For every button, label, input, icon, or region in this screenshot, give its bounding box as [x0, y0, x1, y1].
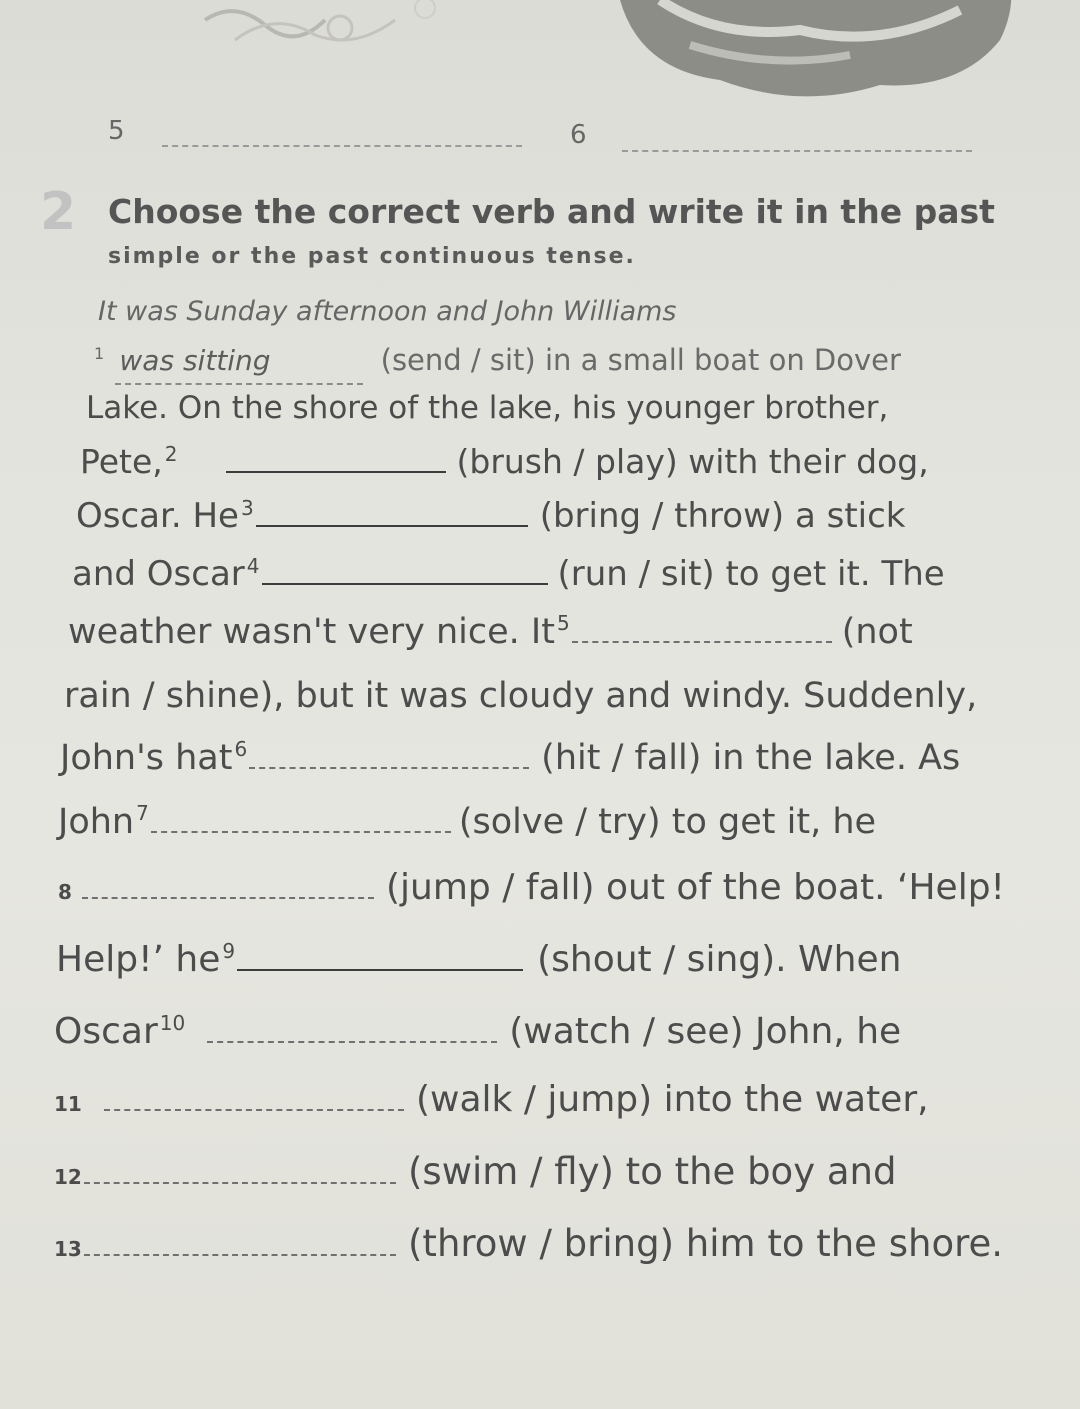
item-number: 1	[94, 344, 105, 364]
answer-blank-4[interactable]	[262, 557, 548, 585]
exercise-instruction: Choose the correct verb and write it in the past	[108, 192, 995, 231]
answer-blank-2[interactable]	[226, 445, 446, 473]
item-number: 6	[234, 737, 248, 762]
verb-choice: (brush / play) with their dog,	[456, 442, 929, 481]
item-number: 8	[58, 880, 72, 904]
story-line	[54, 1150, 896, 1199]
story-line	[72, 552, 945, 596]
story-intro: It was Sunday afternoon and John Williams	[98, 296, 677, 327]
item-number: 4	[246, 553, 260, 578]
story-text: weather wasn't very nice. It	[68, 612, 555, 652]
verb-choice: (swim / fly) to the boy and	[408, 1150, 897, 1193]
answer-blank-5[interactable]	[572, 615, 832, 643]
answer-blank-7[interactable]	[151, 805, 451, 833]
answer-blank-13[interactable]	[84, 1228, 396, 1256]
verb-choice: (jump / fall) out of the boat. ‘Help!	[386, 867, 1005, 908]
story-line	[58, 866, 1005, 914]
verb-choice: (send / sit) in a small boat on Dover	[380, 343, 901, 377]
verb-choice: (solve / try) to get it, he	[458, 802, 877, 842]
item-number: 7	[136, 801, 149, 826]
story-text: Help!’ he	[56, 939, 221, 980]
story-line	[58, 800, 876, 844]
answer-blank-12[interactable]	[84, 1156, 396, 1184]
item-number: 13	[54, 1237, 82, 1261]
verb-choice: (not	[841, 612, 913, 652]
decorative-cloud-illustration	[600, 0, 1020, 110]
answer-example: was sitting	[115, 339, 363, 385]
story-text: John	[58, 802, 135, 842]
story-text: Pete,	[80, 442, 163, 481]
verb-choice: (shout / sing). When	[537, 939, 902, 980]
decorative-illustration	[195, 0, 455, 60]
answer-blank-11[interactable]	[104, 1083, 404, 1111]
story-text: Oscar	[54, 1011, 158, 1052]
story-line: rain / shine), but it was cloudy and windy. Suddenly,	[64, 676, 978, 716]
story-line	[56, 938, 901, 982]
verb-choice: (walk / jump) into the water,	[416, 1079, 929, 1120]
story-line	[92, 338, 901, 385]
answer-blank-6[interactable]	[249, 741, 529, 769]
previous-answer-blank[interactable]	[622, 150, 972, 152]
item-number: 5	[556, 611, 570, 636]
story-text: Oscar. He	[76, 496, 239, 536]
story-line	[60, 736, 960, 780]
answer-blank-8[interactable]	[82, 871, 374, 899]
verb-choice: (throw / bring) him to the shore.	[408, 1222, 1003, 1265]
story-line	[54, 1010, 901, 1054]
item-number: 10	[159, 1011, 186, 1035]
item-number: 12	[54, 1165, 82, 1189]
verb-choice: (hit / fall) in the lake. As	[541, 738, 961, 778]
answer-blank-10[interactable]	[207, 1015, 497, 1043]
story-line	[76, 494, 906, 538]
story-line: Lake. On the shore of the lake, his younger brother,	[86, 390, 889, 426]
story-line	[54, 1078, 929, 1126]
exercise-number: 2	[40, 182, 77, 242]
item-number: 11	[54, 1092, 82, 1116]
item-number: 9	[222, 939, 236, 963]
verb-choice: (watch / see) John, he	[509, 1011, 902, 1052]
previous-item-number: 5	[108, 116, 125, 146]
item-number: 3	[240, 495, 254, 520]
previous-answer-blank[interactable]	[162, 145, 522, 147]
verb-choice: (run / sit) to get it. The	[557, 554, 945, 594]
story-line	[80, 440, 929, 484]
exercise-instruction-continued: simple or the past continuous tense.	[108, 244, 636, 269]
item-number: 2	[164, 442, 178, 466]
answer-blank-3[interactable]	[256, 499, 528, 527]
story-text: John's hat	[60, 738, 233, 778]
previous-item-number: 6	[570, 120, 587, 150]
story-line	[68, 610, 913, 654]
story-line	[54, 1222, 1003, 1271]
answer-blank-9[interactable]	[237, 943, 523, 971]
story-text: and Oscar	[72, 554, 245, 594]
verb-choice: (bring / throw) a stick	[539, 496, 906, 536]
